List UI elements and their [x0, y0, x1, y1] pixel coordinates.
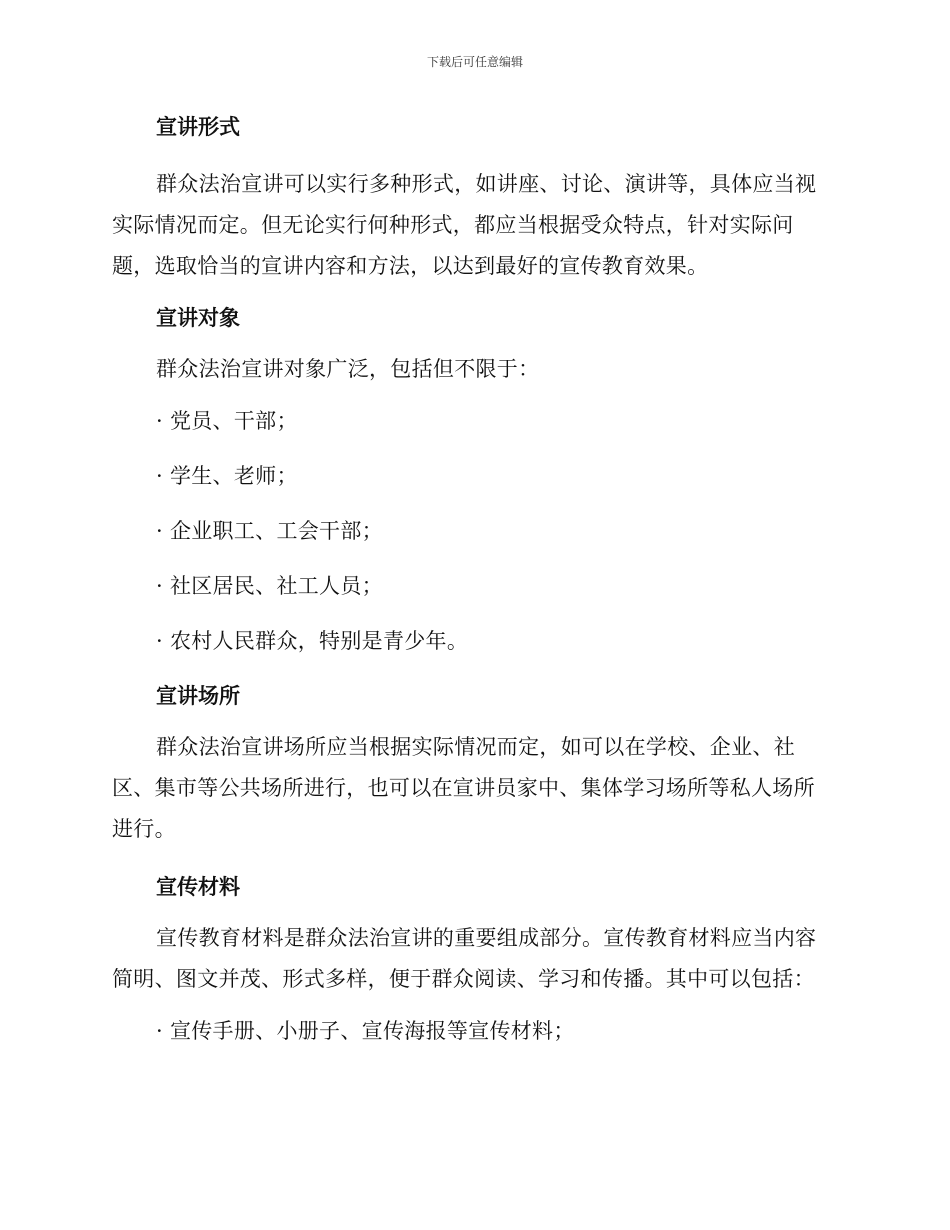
list-item: · 农村人民群众，特别是青少年。: [156, 629, 469, 653]
section-paragraph: 群众法治宣讲对象广泛，包括但不限于：: [156, 357, 540, 381]
section-heading: 宣讲形式: [156, 114, 240, 139]
section-heading: 宣传材料: [156, 874, 240, 899]
list-item: · 企业职工、工会干部；: [156, 519, 383, 543]
page-header: 下载后可任意编辑: [426, 55, 523, 69]
section-paragraph: 宣传教育材料是群众法治宣讲的重要组成部分。宣传教育材料应当内容简明、图文并茂、形式多样，便于群众阅读、学习和传播。其中可以包括：: [112, 926, 817, 991]
section-paragraph: 群众法治宣讲可以实行多种形式，如讲座、讨论、演讲等，具体应当视实际情况而定。但无论实行何种形式，都应当根据受众特点，针对实际问题，选取恰当的宣讲内容和方法，以达到最好的宣传教育效果。: [112, 172, 817, 278]
list-item: · 社区居民、社工人员；: [156, 574, 383, 598]
list-item: · 学生、老师；: [156, 464, 298, 488]
list-item: · 党员、干部；: [156, 409, 298, 433]
list-item: · 宣传手册、小册子、宣传海报等宣传材料；: [156, 1019, 575, 1043]
section-paragraph: 群众法治宣讲场所应当根据实际情况而定，如可以在学校、企业、社区、集市等公共场所进行，也可以在宣讲员家中、集体学习场所等私人场所进行。: [112, 735, 815, 841]
section-heading: 宣讲对象: [156, 305, 240, 330]
document-body: [112, 110, 832, 1048]
section-heading: 宣讲场所: [156, 683, 240, 708]
